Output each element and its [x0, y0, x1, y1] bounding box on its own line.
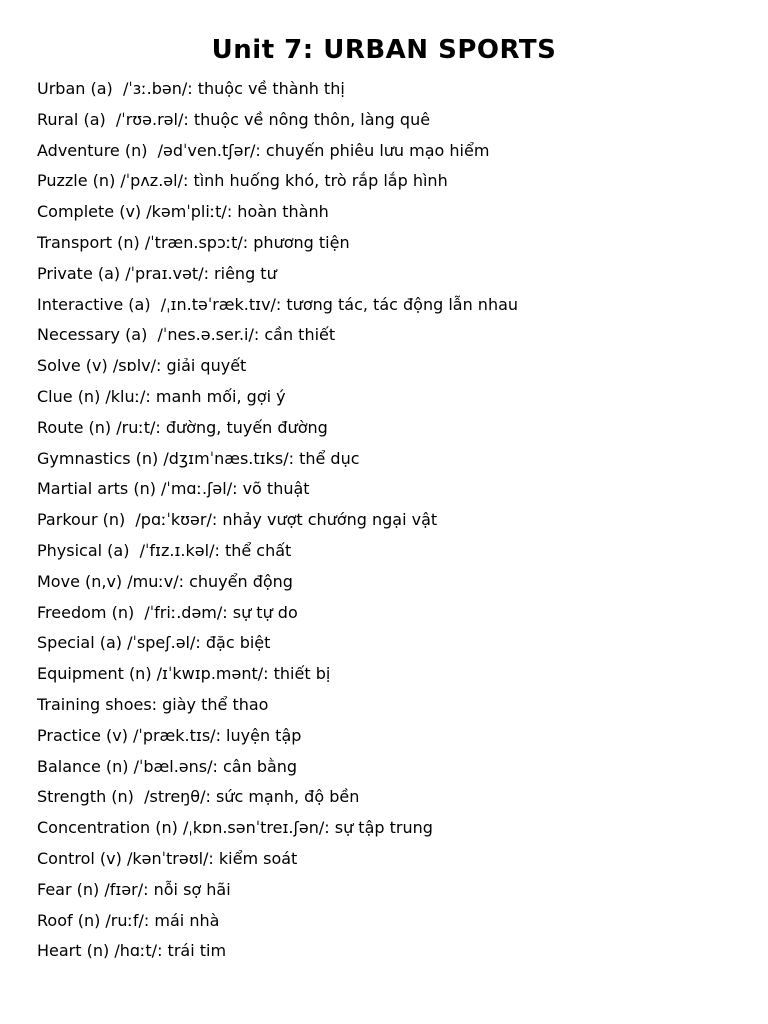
vocab-item: Adventure (n) /ədˈven.tʃər/: chuyến phiêu lưu mạo hiểm — [37, 140, 490, 160]
vocab-item: Route (n) /ruːt/: đường, tuyến đường — [37, 417, 328, 437]
vocab-item: Roof (n) /ruːf/: mái nhà — [37, 910, 220, 930]
vocab-item: Interactive (a) /ˌɪn.təˈræk.tɪv/: tương tác, tác động lẫn nhau — [37, 294, 519, 314]
vocab-item: Freedom (n) /ˈfriː.dəm/: sự tự do — [37, 602, 298, 622]
vocab-item: Physical (a) /ˈfɪz.ɪ.kəl/: thể chất — [37, 540, 292, 560]
vocab-item: Gymnastics (n) /dʒɪmˈnæs.tɪks/: thể dục — [37, 448, 360, 468]
vocab-item: Equipment (n) /ɪˈkwɪp.mənt/: thiết bị — [37, 664, 331, 684]
vocab-item: Practice (v) /ˈpræk.tɪs/: luyện tập — [37, 725, 302, 745]
vocab-item: Rural (a) /ˈrʊə.rəl/: thuộc về nông thôn, làng quê — [37, 109, 431, 129]
vocab-item: Clue (n) /kluː/: manh mối, gợi ý — [37, 386, 286, 406]
vocab-item: Control (v) /kənˈtrəʊl/: kiểm soát — [37, 848, 298, 868]
vocab-item: Complete (v) /kəmˈpliːt/: hoàn thành — [37, 202, 329, 222]
vocab-item: Special (a) /ˈspeʃ.əl/: đặc biệt — [37, 633, 271, 653]
vocab-item: Strength (n) /streŋθ/: sức mạnh, độ bền — [37, 787, 360, 807]
vocab-item: Urban (a) /ˈɜː.bən/: thuộc về thành thị — [37, 79, 345, 98]
vocab-item: Training shoes: giày thể thao — [37, 694, 269, 714]
vocab-item: Fear (n) /fɪər/: nỗi sợ hãi — [37, 879, 231, 899]
vocab-item: Martial arts (n) /ˈmɑː.ʃəl/: võ thuật — [37, 479, 310, 499]
vocab-item: Transport (n) /ˈtræn.spɔːt/: phương tiện — [37, 232, 350, 252]
vocab-item: Balance (n) /ˈbæl.əns/: cân bằng — [37, 756, 298, 776]
vocab-item: Puzzle (n) /ˈpʌz.əl/: tình huống khó, trò rắp lắp hình — [37, 171, 448, 191]
vocab-item: Concentration (n) /ˌkɒn.sənˈtreɪ.ʃən/: sự tập trung — [37, 818, 433, 838]
vocab-item: Move (n,v) /muːv/: chuyển động — [37, 571, 293, 591]
vocab-item: Solve (v) /sɒlv/: giải quyết — [37, 356, 247, 376]
vocab-item: Private (a) /ˈpraɪ.vət/: riêng tư — [37, 263, 277, 283]
vocab-item: Necessary (a) /ˈnes.ə.ser.i/: cần thiết — [37, 325, 336, 345]
page-title: Unit 7: URBAN SPORTS — [211, 35, 557, 65]
vocabulary-list — [37, 76, 757, 969]
vocab-item: Parkour (n) /pɑːˈkʊər/: nhảy vượt chướng ngại vật — [37, 510, 438, 530]
vocab-item: Heart (n) /hɑːt/: trái tim — [37, 941, 227, 961]
